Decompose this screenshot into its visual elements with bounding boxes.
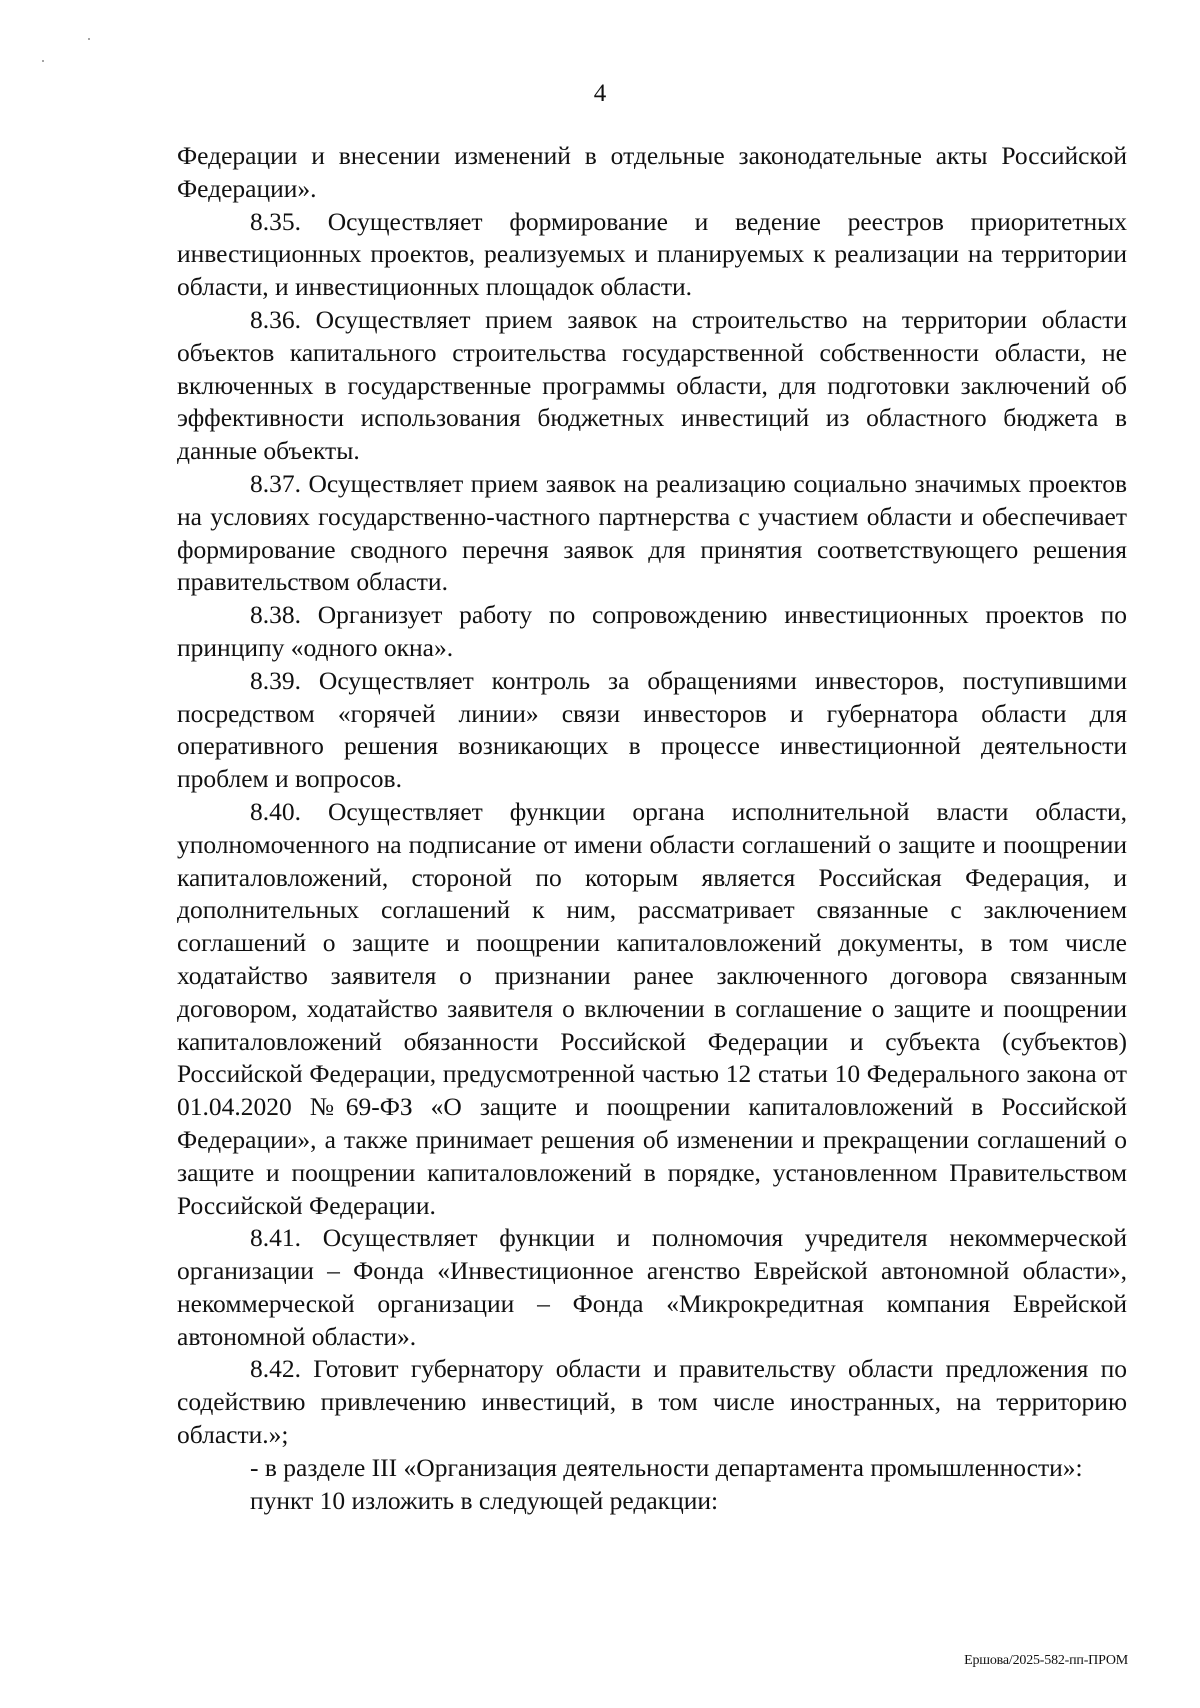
paragraph-8-37: 8.37. Осуществляет прием заявок на реализацию социально значимых проектов на условиях государственно-частного партнерства с участием области и обеспечивает формирование сводного перечня заявок для принятия соответствующего решения правительством области. xyxy=(177,468,1127,597)
paragraph-8-42: 8.42. Готовит губернатору области и правительству области предложения по содействию привлечению инвестиций, в том числе иностранных, на территорию области.»; xyxy=(177,1354,1127,1450)
paragraph-point-10: пункт 10 изложить в следующей редакции: xyxy=(250,1485,719,1515)
paragraph-8-35: 8.35. Осуществляет формирование и ведение реестров приоритетных инвестиционных проектов, реализуемых и планируемых к реализации на территории области, и инвестиционных площадок области. xyxy=(177,206,1127,302)
paragraph-8-39: 8.39. Осуществляет контроль за обращениями инвесторов, поступившими посредством «горячей линии» связи инвесторов и губернатора области для оперативного решения возникающих в процессе инвестиционной деятельности проблем и вопросов. xyxy=(177,665,1127,794)
document-reference-code: Ершова/2025-582-пп-ПРОМ xyxy=(964,1653,1128,1668)
paragraph-8-36: 8.36. Осуществляет прием заявок на строительство на территории области объектов капитального строительства государственной собственности области, не включенных в государственные программы области, для подготовки заключений об эффективности использования бюджетных инвестиций из областного бюджета в данные объекты. xyxy=(177,304,1127,466)
paragraph-8-38: 8.38. Организует работу по сопровождению инвестиционных проектов по принципу «одного окна». xyxy=(177,600,1127,662)
scan-speck xyxy=(88,38,90,40)
document-body xyxy=(177,140,1127,1517)
paragraph-continuation: Федерации и внесении изменений в отдельные законодательные акты Российской Федерации». xyxy=(177,141,1127,203)
paragraph-section-iii: - в разделе III «Организация деятельности департамента промышленности»: xyxy=(250,1452,1083,1482)
page-number: 4 xyxy=(593,80,607,107)
scan-speck xyxy=(42,60,44,62)
paragraph-8-41: 8.41. Осуществляет функции и полномочия учредителя некоммерческой организации – Фонда «Инвестиционное агенство Еврейской автономной области», некоммерческой организации – Фонда «Микрокредитная компания Еврейской автономной области». xyxy=(177,1223,1127,1351)
paragraph-8-40: 8.40. Осуществляет функции органа исполнительной власти области, уполномоченного на подписание от имени области соглашений о защите и поощрении капиталовложений, стороной по которым является Российская Федерация, и дополнительных соглашений к ним, рассматривает связанные с заключением соглашений о защите и поощрении капиталовложений документы, в том числе ходатайство заявителя о признании ранее заключенного договора связанным договором, ходатайство заявителя о включении в соглашение о защите и поощрении капиталовложений обязанности Российской Федерации и субъекта (субъектов) Российской Федерации, предусмотренной частью 12 статьи 10 Федерального закона от 01.04.2020 №69-ФЗ «О защите и поощрении капиталовложений в Российской Федерации», а также принимает решения об изменении и прекращении соглашений о защите и поощрении капиталовложений в порядке, установленном Правительством Российской Федерации. xyxy=(177,796,1127,1220)
